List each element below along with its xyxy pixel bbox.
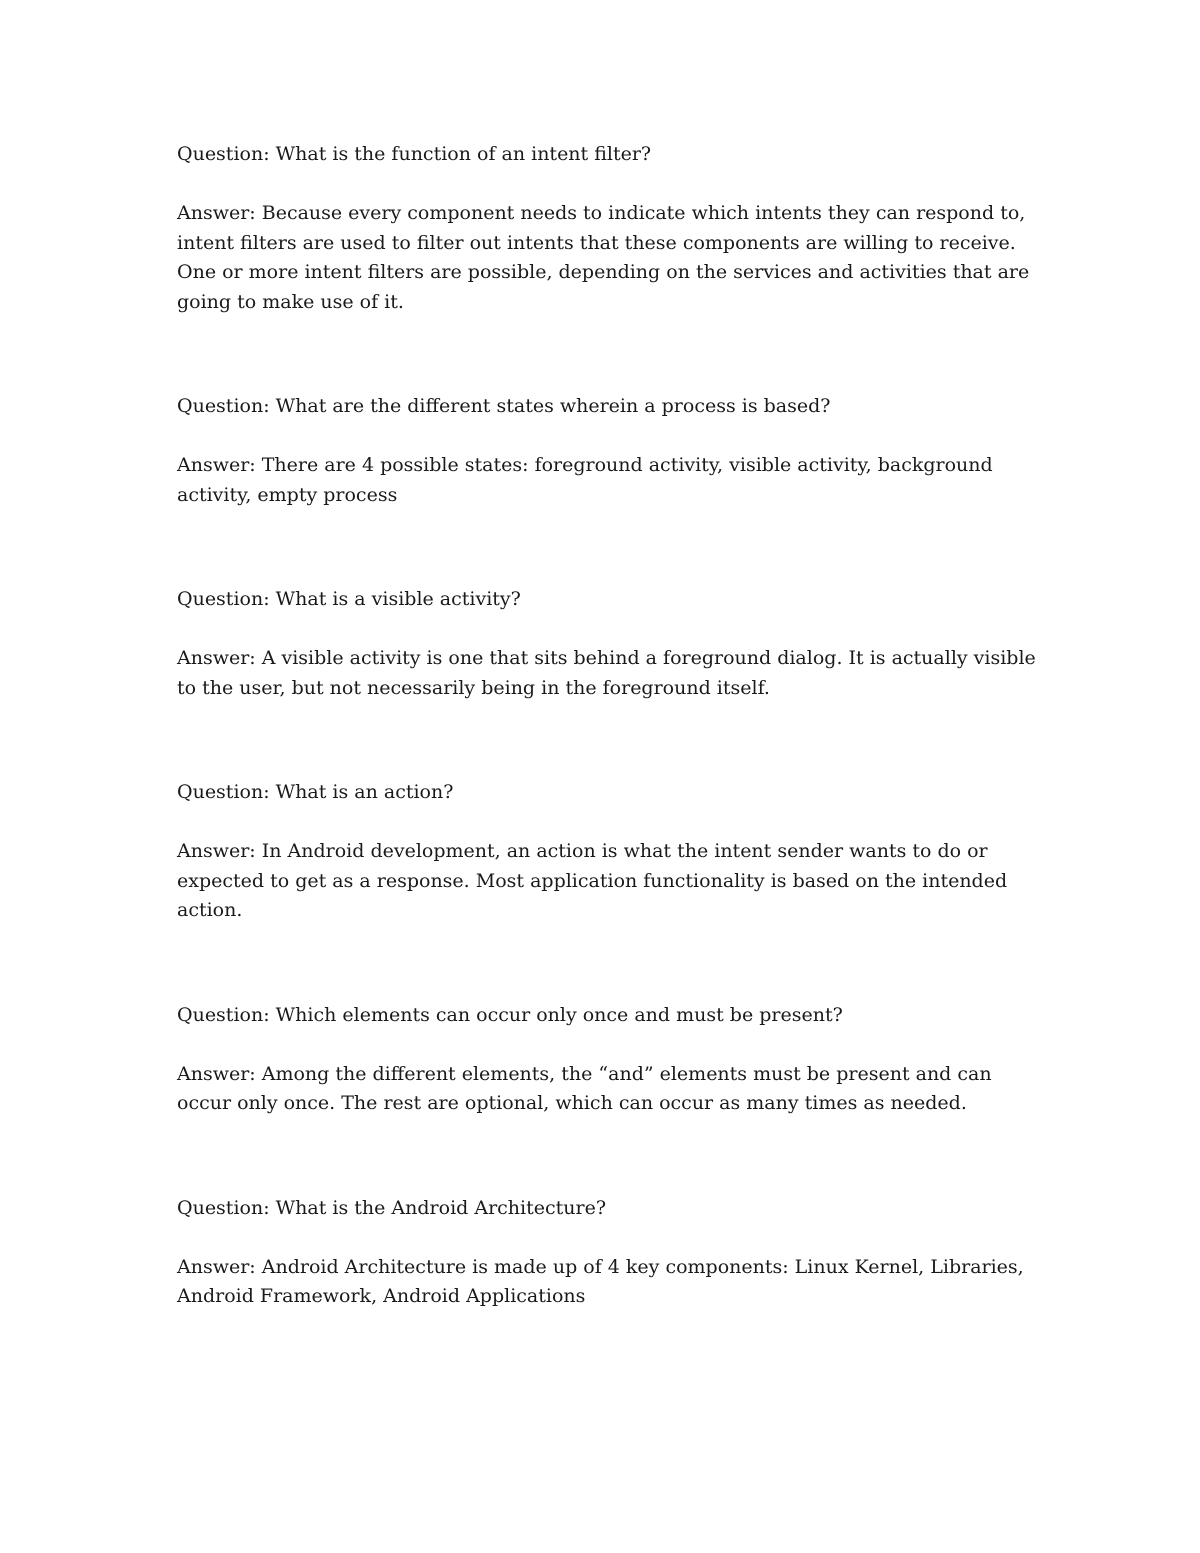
qa-block xyxy=(177,140,1037,317)
qa-block xyxy=(177,1194,1037,1312)
question-text: Question: Which elements can occur only once and must be present? xyxy=(177,1003,843,1026)
question-text: Question: What are the different states wherein a process is based? xyxy=(177,395,831,417)
question-text: Question: What is the Android Architecture? xyxy=(177,1196,607,1219)
question-text: Question: What is the function of an intent filter? xyxy=(177,143,652,165)
qa-block xyxy=(177,778,1037,926)
question-text: Question: What is an action? xyxy=(177,781,454,803)
answer-text: Answer: In Android development, an action is what the intent sender wants to do or expected to get as a response. Most application functionality is based on the intended action. xyxy=(177,840,1008,921)
qa-block xyxy=(177,392,1037,510)
document-body xyxy=(177,140,1037,1312)
question-text: Question: What is a visible activity? xyxy=(177,588,521,610)
qa-block xyxy=(177,585,1037,703)
answer-text: Answer: A visible activity is one that sits behind a foreground dialog. It is actually visible to the user, but not necessarily being in the foreground itself. xyxy=(177,647,1036,699)
qa-block xyxy=(177,1001,1037,1119)
answer-text: Answer: Android Architecture is made up of 4 key components: Linux Kernel, Libraries, Android Framework, Android Applications xyxy=(177,1255,1024,1307)
answer-text: Answer: Among the different elements, the “and” elements must be present and can occur only once. The rest are optional, which can occur as many times as needed. xyxy=(177,1062,992,1114)
answer-text: Answer: Because every component needs to indicate which intents they can respond to, intent filters are used to filter out intents that these components are willing to receive. One or more intent filters are possible, depending on the services and activities that are going to make use of it. xyxy=(177,202,1030,313)
answer-text: Answer: There are 4 possible states: foreground activity, visible activity, background activity, empty process xyxy=(177,454,993,506)
